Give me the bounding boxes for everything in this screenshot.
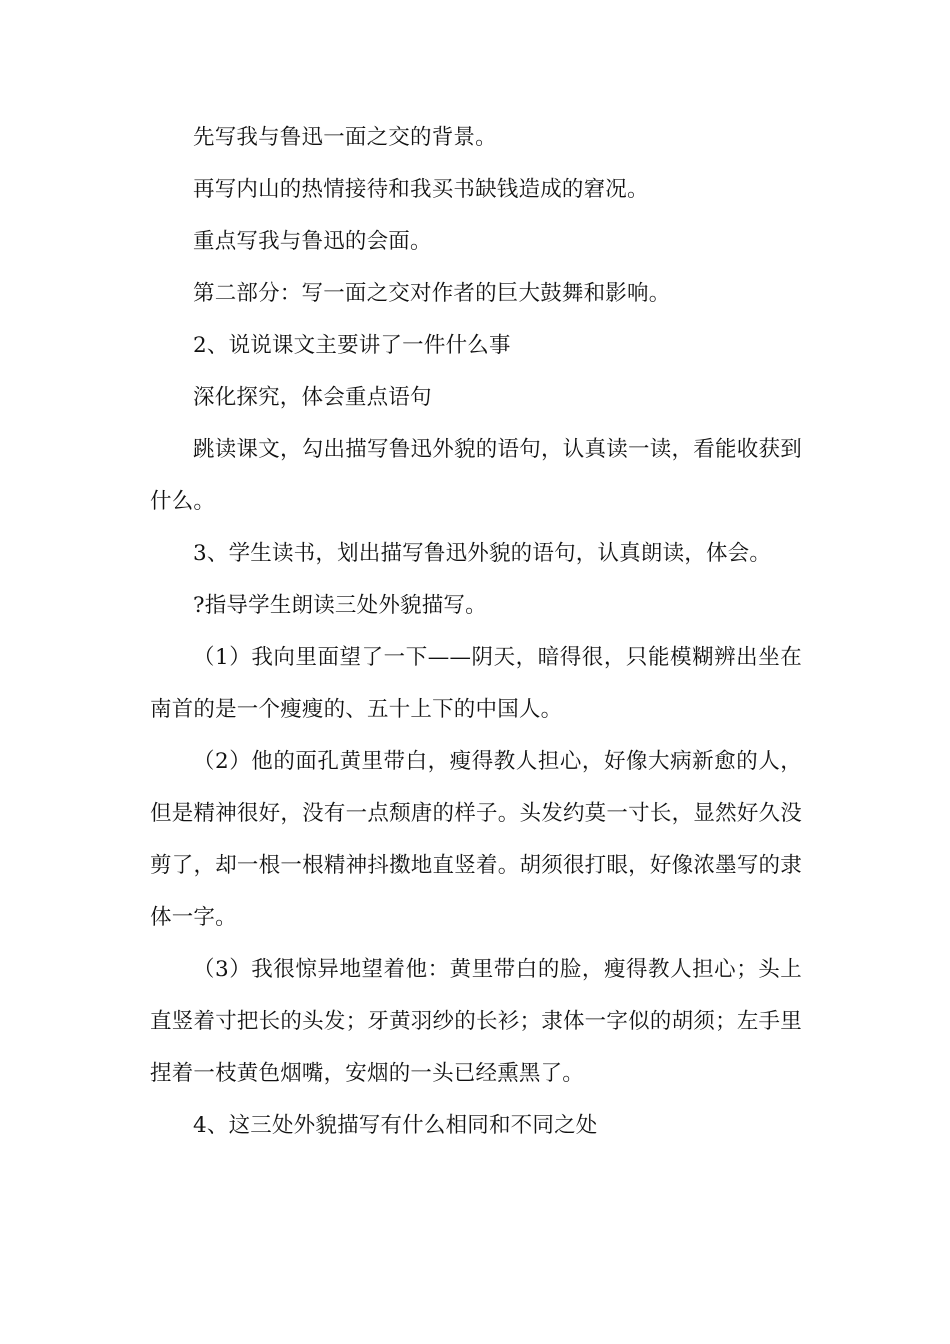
paragraph-background: 先写我与鲁迅一面之交的背景。 [193,125,497,150]
paragraph-uchiyama: 再写内山的热情接待和我买书缺钱造成的窘况。 [193,177,649,202]
quote-description-2: （2）他的面孔黄里带白，瘦得教人担心，好像大病新愈的人，但是精神很好，没有一点颓唐的样子。头发约莫一寸长，显然好久没剪了，却一根一根精神抖擞地直竖着。胡须很打眼，好像浓墨写的隶体一字。 [150,749,802,930]
quote-description-1: （1）我向里面望了一下——阴天，暗得很，只能模糊辨出坐在南首的是一个瘦瘦的、五十上下的中国人。 [150,645,802,722]
section-heading-deep-inquiry: 深化探究，体会重点语句 [193,385,432,410]
question-2: 2、说说课文主要讲了一件什么事 [193,333,511,358]
paragraph-meeting: 重点写我与鲁迅的会面。 [193,229,432,254]
question-3: 3、学生读书，划出描写鲁迅外貌的语句，认真朗读，体会。 [193,541,772,566]
quote-description-3: （3）我很惊异地望着他：黄里带白的脸，瘦得教人担心；头上直竖着寸把长的头发；牙黄羽纱的长衫；隶体一字似的胡须；左手里捏着一枝黄色烟嘴，安烟的一头已经熏黑了。 [150,957,802,1086]
paragraph-skim-reading: 跳读课文，勾出描写鲁迅外貌的语句，认真读一读，看能收获到什么。 [150,437,802,514]
question-4: 4、这三处外貌描写有什么相同和不同之处 [193,1113,598,1138]
paragraph-part-two: 第二部分：写一面之交对作者的巨大鼓舞和影响。 [193,281,671,306]
paragraph-guided-reading: ?指导学生朗读三处外貌描写。 [193,593,487,618]
document-body [150,112,802,1152]
